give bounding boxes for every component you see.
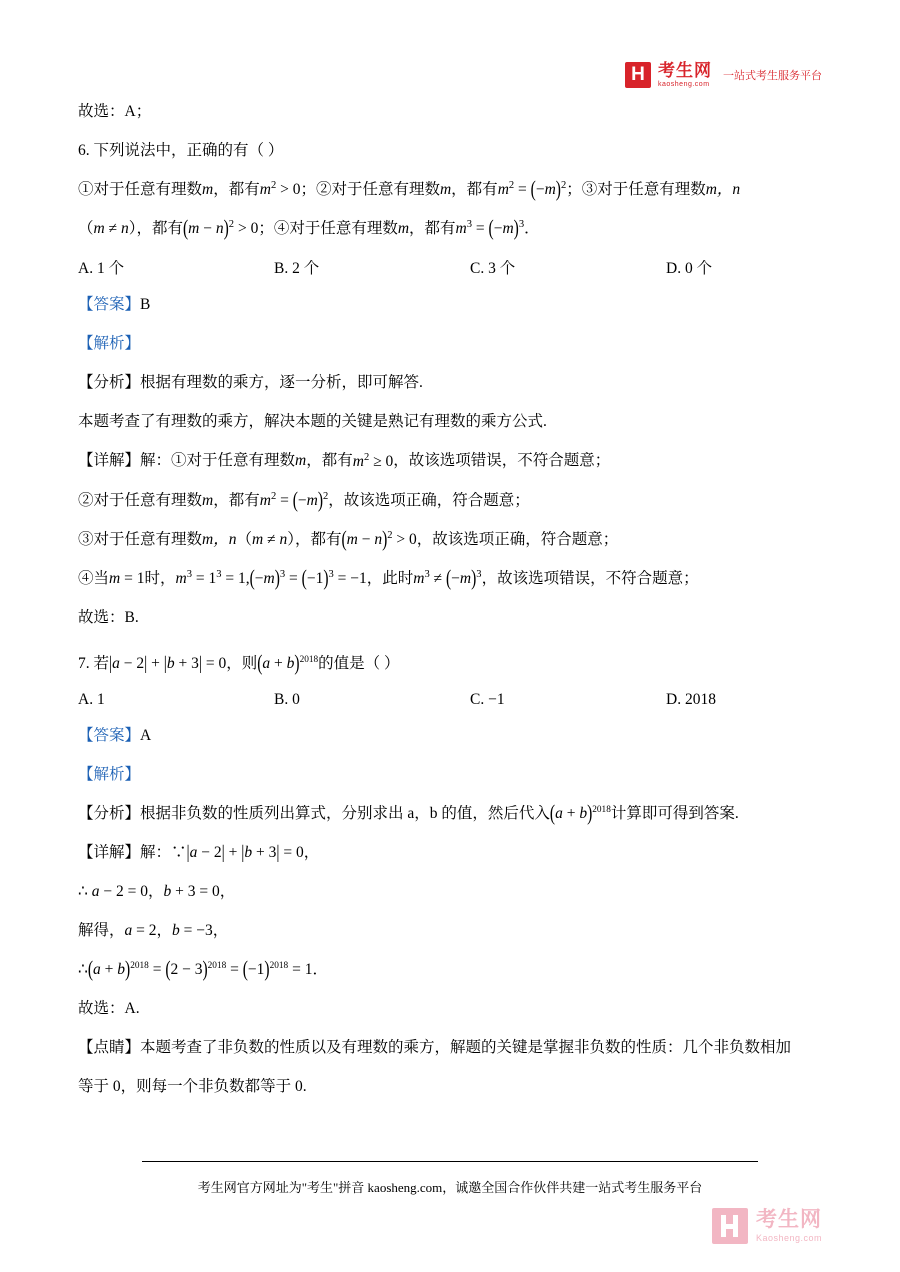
question-7-dianjing-2: 等于 0，则每一个非负数都等于 0. [78,1078,307,1096]
detail-1-expr: $m^2 \ge 0$ [352,451,394,470]
fenxi-text: 根据有理数的乘方，逐一分析，即可解答. [140,374,423,392]
detail-4-expr2: $m^3 \ne (-m)^3$ [413,566,482,591]
q7-stem-c: 的值是（ ） [318,655,400,673]
q7-detail-expr1: |a − 2| + |b + 3| = 0 [186,841,304,864]
footer-note: 考生网官方网址为"考生"拼音 kaosheng.com，诚邀全国合作伙伴共建一站式考生服务平台 [197,1180,703,1195]
analysis-tag: 【解析】 [78,766,141,784]
question-7-conclusion: 故选：A. [78,1000,140,1018]
option-a[interactable]: A. 1 个 [78,260,125,278]
q6-s1-m2: m [439,181,452,199]
q6-s1-mn: m，n [705,181,741,199]
option-d[interactable]: D. 2018 [666,691,716,709]
q6-s1-c: ；②对于任意有理数 [300,181,440,199]
detail-1-c: ，故该选项错误，不符合题意； [393,452,611,470]
detail-3-a: 解得， [78,922,125,940]
detail-lead: 解：①对于任意有理数 [140,452,296,470]
brand-name-cn: 考生网 [658,61,712,80]
detail-3-c: ，故该选项正确，符合题意； [416,530,619,548]
question-6-detail-1 [78,449,822,473]
dianjing-text-1: 本题考查了非负数的性质以及有理数的乘方，解题的关键是掌握非负数的性质：几个非负数相加 [140,1039,792,1057]
question-6-statement-line-1: ①对于任意有理数m，都有$m^2 > 0$；②对于任意有理数m，都有$m^2 = (-m)^2$；③对于任意有理数m，n [78,177,741,202]
option-c[interactable]: C. −1 [470,691,505,709]
q7-stem-expr: |a − 2| + |b + 3| = 0 [109,652,227,675]
question-7-detail-1 [78,841,822,865]
question-6-stem-text: 下列说法中，正确的有（ ） [93,142,284,160]
brand-name-en: kaosheng.com [658,81,710,88]
detail-1-m: m [295,452,307,470]
detail-3-b: ，都有 [294,530,342,548]
question-6-key: 本题考查了有理数的乘方，解决本题的关键是熟记有理数的乘方公式. [78,413,547,431]
document-body [78,100,822,1114]
q7-stem-b: ，则 [226,655,258,673]
detail-3-mn: m，n [202,530,237,548]
detail-2-expr: $m^2 = (-m)^2$ [259,487,329,513]
previous-answer: 故选：A； [78,103,152,120]
header-logo [625,62,822,88]
question-6-options [78,256,822,278]
footer-brand-mark-icon [712,1208,748,1244]
q6-s2-d: ． [524,220,540,238]
detail-4-lead: ④当 [78,570,110,588]
q6-s2-m: m [397,220,410,238]
fenxi-b: 计算即可得到答案. [610,805,739,823]
footer-watermark-logo [712,1208,822,1244]
detail-4-mid: ，此时 [366,570,414,588]
q6-s1-expr1: $m^2 > 0$ [259,180,301,199]
question-6-detail-3: ③对于任意有理数m，n（m ≠ n），都有$(m - n)^2 > 0$，故该选项正确，符合题意； [78,526,619,552]
q7-stem-expr2: $(a + b)^{2018}$ [257,651,319,676]
analysis-tag: 【解析】 [78,335,141,353]
q6-s2-expr1: $(m - n)^2 > 0$ [183,216,259,241]
question-7-fenxi [78,802,822,826]
brand-slogan: 一站式考生服务平台 [723,70,822,82]
q6-s1-m: m [202,181,214,199]
footer-brand-name-cn: 考生网 [755,1208,822,1231]
fenxi-a: 根据非负数的性质列出算式，分别求出 a，b 的值，然后代入 [140,805,550,823]
q6-s1-b: ，都有 [213,181,260,199]
question-7-detail-4: ∴(a + $b)^{2018} = (2 - 3)^{2018} = (-1)^{2018} = 1$． [78,957,328,982]
question-7-detail-3: 解得，a = 2，b = −3， [78,922,229,940]
footer-brand-text [756,1209,822,1243]
q6-s2-expr2: $m^3 = (-m)^3$ [455,216,525,241]
q6-s2-b: ；④对于任意有理数 [258,220,398,238]
question-6-number: 6. [78,142,90,160]
detail-lead: 解：∵ [140,844,187,862]
question-7-detail-2: ∴ a − 2 = 0，b + 3 = 0， [78,883,236,901]
q6-s2-c: ，都有 [409,220,456,238]
q6-s1-expr2: $m^2 = (-m)^2$ [497,177,567,202]
option-a[interactable]: A. 1 [78,691,105,709]
detail-3-expr: $(m - n)^2 > 0$ [341,526,417,552]
detail-tag: 【详解】 [78,452,141,470]
question-6-analysis-tag [78,332,822,356]
q6-s1-d: ；③对于任意有理数 [566,181,706,199]
question-7-dianjing-1 [78,1036,822,1060]
brand-mark-icon: H [625,62,651,88]
option-b[interactable]: B. 2 个 [274,260,320,278]
detail-2-lead: ②对于任意有理数 [78,491,203,509]
detail-2-m: m [202,491,214,509]
question-6-fenxi [78,371,822,395]
fenxi-tag: 【分析】 [78,805,141,823]
question-7-analysis-tag [78,763,822,787]
answer-tag: 【答案】 [78,296,141,314]
detail-4-shi: 时， [144,570,176,588]
fenxi-expr: $(a + b)^{2018}$ [549,801,611,826]
detail-2-c: ，故该选项正确，符合题意； [328,491,530,509]
q6-s1-a: ①对于任意有理数 [78,181,203,199]
answer-value: A [140,727,152,745]
question-6-conclusion: 故选：B. [78,609,139,627]
detail-4-expr1: $m^3 = 1^3 = 1,(-m)^3 = (-1)^3 = -1$ [175,566,367,591]
brand-text [658,62,712,88]
question-7-answer [78,724,822,748]
detail-4-end: ，故该选项错误，不符合题意； [481,570,699,588]
option-b[interactable]: B. 0 [274,691,300,709]
question-6-stem [78,139,822,163]
option-c[interactable]: C. 3 个 [470,260,516,278]
question-6-detail-4 [78,567,822,591]
detail-4-cond: m = 1 [109,570,145,588]
footer-divider [142,1161,758,1162]
detail-1-b: ，都有 [306,452,353,470]
question-7-number: 7. [78,655,90,673]
detail-tag: 【详解】 [78,844,141,862]
question-6-answer [78,293,822,317]
question-6-statement-line-2: （m ≠ n），都有$(m - n)^2 > 0$；④对于任意有理数m，都有$m^3 = (-m)^3$． [78,216,540,241]
fenxi-tag: 【分析】 [78,374,141,392]
question-7-stem [78,652,822,676]
option-d[interactable]: D. 0 个 [666,260,713,278]
q7-stem-a: 若 [93,655,110,673]
answer-tag: 【答案】 [78,727,141,745]
question-6-detail-2 [78,489,822,513]
answer-value: B [140,296,151,314]
dianjing-tag: 【点睛】 [78,1039,141,1057]
detail-2-b: ，都有 [213,491,260,509]
detail-lead-end: ， [303,844,320,862]
footer-brand-name-en: Kaosheng.com [755,1233,822,1243]
question-7-options [78,691,822,709]
detail-3-lead: ③对于任意有理数 [78,530,203,548]
